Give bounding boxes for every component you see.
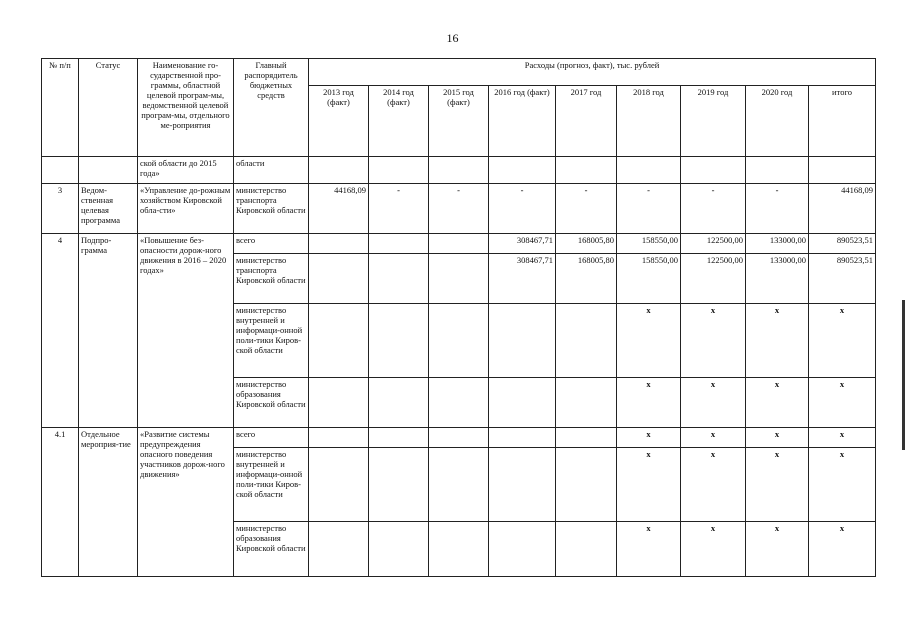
value-cell [369, 378, 429, 428]
page-number: 16 [446, 31, 459, 45]
value-cell [556, 304, 617, 378]
value-cell [429, 254, 489, 304]
value-cell [309, 428, 369, 448]
value-cell [429, 448, 489, 522]
total-cell: x [809, 378, 876, 428]
header-year: 2014 год (факт) [369, 86, 429, 157]
row-num: 4.1 [42, 428, 79, 577]
value-cell [309, 304, 369, 378]
name-continuation: ской области до 2015 года» [138, 157, 234, 184]
row-payer: министерство образования Кировской области [234, 378, 309, 428]
value-cell: x [617, 304, 681, 378]
value-cell: - [369, 184, 429, 234]
value-cell: 308467,71 [489, 254, 556, 304]
value-cell [369, 254, 429, 304]
value-cell [489, 428, 556, 448]
row-payer: министерство образования Кировской области [234, 522, 309, 577]
table-header-row [42, 59, 876, 86]
header-year: 2020 год [746, 86, 809, 157]
header-year: 2017 год [556, 86, 617, 157]
value-cell: x [746, 304, 809, 378]
row-status: Отдельное мероприя-тие [79, 428, 138, 577]
value-cell: 158550,00 [617, 254, 681, 304]
value-cell: - [429, 184, 489, 234]
table-row [42, 428, 876, 448]
total-cell: x [809, 522, 876, 577]
value-cell: - [681, 184, 746, 234]
value-cell: x [681, 428, 746, 448]
header-payer: Главный распорядитель бюджетных средств [234, 59, 309, 157]
value-cell: x [746, 378, 809, 428]
header-year: 2016 год (факт) [489, 86, 556, 157]
row-payer: всего [234, 428, 309, 448]
value-cell: x [746, 428, 809, 448]
value-cell [489, 448, 556, 522]
row-payer: министерство внутренней и информаци-онной поли-тики Киров-ской области [234, 448, 309, 522]
value-cell [369, 448, 429, 522]
value-cell [309, 254, 369, 304]
value-cell [489, 522, 556, 577]
header-total: итого [809, 86, 876, 157]
row-payer: министерство транспорта Кировской области [234, 254, 309, 304]
table-row [42, 157, 876, 184]
value-cell: x [746, 448, 809, 522]
total-cell: 890523,51 [809, 234, 876, 254]
value-cell: x [617, 448, 681, 522]
value-cell: x [617, 378, 681, 428]
value-cell [489, 378, 556, 428]
value-cell: x [681, 448, 746, 522]
header-num: № п/п [42, 59, 79, 157]
value-cell [556, 378, 617, 428]
row-num: 3 [42, 184, 79, 234]
value-cell: - [746, 184, 809, 234]
row-payer: министерство транспорта Кировской области [234, 184, 309, 234]
value-cell: - [489, 184, 556, 234]
total-cell: x [809, 448, 876, 522]
value-cell [429, 428, 489, 448]
value-cell: 44168,09 [309, 184, 369, 234]
header-name: Наименование го-сударственной про-граммы, областной целевой програм-мы, ведомственной целевой програм-мы, отдельного ме-роприятия [138, 59, 234, 157]
row-status: Ведом-ственная целевая программа [79, 184, 138, 234]
value-cell: x [681, 304, 746, 378]
value-cell [369, 234, 429, 254]
row-payer: всего [234, 234, 309, 254]
value-cell [309, 522, 369, 577]
value-cell: x [746, 522, 809, 577]
value-cell: 122500,00 [681, 254, 746, 304]
row-num: 4 [42, 234, 79, 428]
value-cell: 122500,00 [681, 234, 746, 254]
value-cell [309, 448, 369, 522]
value-cell [369, 522, 429, 577]
value-cell [489, 304, 556, 378]
value-cell [556, 448, 617, 522]
row-payer: министерство внутренней и информаци-онной поли-тики Киров-ской области [234, 304, 309, 378]
value-cell: - [556, 184, 617, 234]
header-expenses: Расходы (прогноз, факт), тыс. рублей [309, 59, 876, 86]
value-cell [429, 378, 489, 428]
value-cell [429, 234, 489, 254]
value-cell [556, 428, 617, 448]
value-cell [309, 234, 369, 254]
value-cell [309, 378, 369, 428]
payer-continuation: области [234, 157, 309, 184]
value-cell: x [681, 378, 746, 428]
header-year: 2019 год [681, 86, 746, 157]
value-cell: 133000,00 [746, 254, 809, 304]
value-cell [429, 522, 489, 577]
value-cell: 133000,00 [746, 234, 809, 254]
value-cell: x [681, 522, 746, 577]
value-cell: 168005,80 [556, 234, 617, 254]
header-year: 2013 год (факт) [309, 86, 369, 157]
value-cell: 308467,71 [489, 234, 556, 254]
total-cell: 44168,09 [809, 184, 876, 234]
header-status: Статус [79, 59, 138, 157]
total-cell: 890523,51 [809, 254, 876, 304]
row-name: «Повышение без-опасности дорож-ного движения в 2016 – 2020 годах» [138, 234, 234, 428]
value-cell: x [617, 428, 681, 448]
value-cell [369, 304, 429, 378]
header-year: 2018 год [617, 86, 681, 157]
value-cell: x [617, 522, 681, 577]
header-year: 2015 год (факт) [429, 86, 489, 157]
total-cell: x [809, 304, 876, 378]
table-row [42, 234, 876, 254]
budget-table [41, 58, 876, 577]
row-status: Подпро-грамма [79, 234, 138, 428]
row-name: «Управление до-рожным хозяйством Кировской обла-сти» [138, 184, 234, 234]
table-row [42, 184, 876, 234]
value-cell: 168005,80 [556, 254, 617, 304]
value-cell: 158550,00 [617, 234, 681, 254]
value-cell [556, 522, 617, 577]
value-cell: - [617, 184, 681, 234]
value-cell [369, 428, 429, 448]
total-cell: x [809, 428, 876, 448]
row-name: «Развитие системы предупреждения опасного поведения участников дорож-ного движения» [138, 428, 234, 577]
value-cell [429, 304, 489, 378]
